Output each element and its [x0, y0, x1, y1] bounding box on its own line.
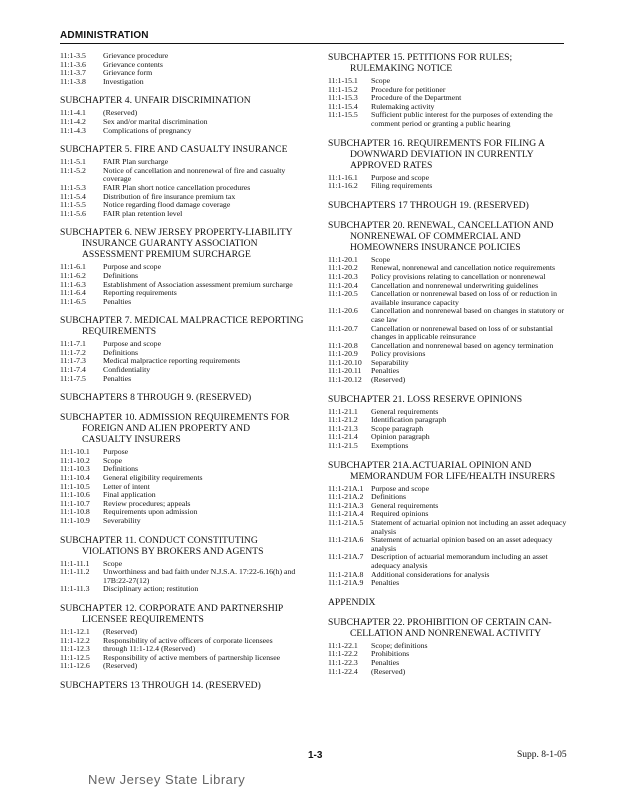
section-number: 11:1-5.2	[60, 165, 86, 175]
section-heading: Statement of actuarial opinion not including an asset adequacy analysis	[371, 518, 567, 536]
subchapter-title	[60, 95, 308, 106]
section-heading: Complications of pregnancy	[103, 125, 192, 135]
section-number: 11:1-16.1	[328, 172, 358, 182]
section-heading: Final application	[103, 490, 156, 500]
section-heading: Separability	[371, 357, 409, 367]
subchapter-title-line: SUBCHAPTERS 17 THROUGH 19. (RESERVED)	[328, 199, 529, 211]
section-number: 11:1-7.2	[60, 347, 86, 357]
section-number: 11:1-21A.9	[328, 578, 364, 588]
section-entry	[60, 375, 308, 384]
section-number: 11:1-20.10	[328, 357, 362, 367]
section-number: 11:1-7.4	[60, 365, 86, 375]
section-heading: Penalties	[371, 578, 400, 588]
section-number: 11:1-16.2	[328, 181, 358, 191]
subchapter-title	[328, 460, 576, 482]
section-heading: Investigation	[103, 76, 144, 86]
section-number: 11:1-11.2	[60, 567, 90, 577]
section-number: 11:1-3.7	[60, 68, 86, 78]
subchapter-section	[60, 144, 308, 218]
section-entry	[328, 359, 576, 368]
section-number: 11:1-7.5	[60, 373, 86, 383]
section-entry	[328, 77, 576, 86]
page-number: 1-3	[308, 750, 323, 761]
subchapter-section	[60, 535, 308, 594]
section-number: 11:1-12.5	[60, 652, 90, 662]
section-number: 11:1-12.3	[60, 644, 90, 654]
section-entry	[60, 210, 308, 219]
subchapter-title-line: APPENDIX	[328, 596, 376, 608]
section-heading: Grievance procedure	[103, 51, 169, 60]
section-number: 11:1-20.7	[328, 323, 358, 333]
section-heading: Medical malpractice reporting requirements	[103, 356, 241, 366]
subchapter-title-line: NONRENEWAL OF COMMERCIAL AND	[350, 230, 521, 242]
subchapter-section	[328, 138, 576, 191]
section-heading: Prohibitions	[371, 649, 410, 659]
subchapter-title	[60, 535, 308, 557]
section-entry	[328, 536, 576, 553]
section-heading: Review procedures; appeals	[103, 498, 191, 508]
section-number: 11:1-21.2	[328, 415, 358, 425]
section-entry	[60, 61, 308, 70]
subchapter-section	[60, 95, 308, 135]
subchapter-title-line: SUBCHAPTER 22. PROHIBITION OF CERTAIN CAN-	[328, 616, 552, 628]
section-number: 11:1-20.3	[328, 271, 358, 281]
section-entry	[328, 668, 576, 677]
section-heading: Requirements upon admission	[103, 507, 198, 517]
section-entry	[328, 367, 576, 376]
section-number: 11:1-10.8	[60, 507, 90, 517]
section-entry	[328, 485, 576, 494]
section-entry	[328, 579, 576, 588]
section-number: 11:1-21A.8	[328, 569, 364, 579]
section-entry	[328, 650, 576, 659]
section-heading: Confidentiality	[103, 365, 151, 375]
section-entry	[60, 357, 308, 366]
section-heading: Cancellation and nonrenewal based on agency termination	[371, 340, 554, 350]
section-entry	[60, 508, 308, 517]
section-heading: Penalties	[371, 366, 400, 376]
section-heading: Penalties	[103, 373, 132, 383]
section-number: 11:1-10.1	[60, 447, 90, 457]
subchapter-title-line: LICENSEE REQUIREMENTS	[82, 613, 204, 625]
section-number: 11:1-12.2	[60, 635, 90, 645]
section-number: 11:1-7.3	[60, 356, 86, 366]
section-entry	[328, 493, 576, 502]
section-heading: General requirements	[371, 500, 439, 510]
section-heading: Reporting requirements	[103, 288, 177, 298]
section-heading: Policy provisions relating to cancellation or nonrenewal	[371, 271, 546, 281]
section-entry	[328, 425, 576, 434]
section-entry	[328, 659, 576, 668]
section-entry	[60, 52, 308, 61]
section-number: 11:1-15.4	[328, 101, 358, 111]
section-number: 11:1-3.8	[60, 76, 86, 86]
section-heading: Purpose and scope	[371, 483, 430, 493]
section-entry	[60, 69, 308, 78]
section-heading: (Reserved)	[371, 666, 406, 676]
section-number: 11:1-4.3	[60, 125, 86, 135]
section-entry	[328, 342, 576, 351]
section-heading: Disciplinary action; restitution	[103, 584, 199, 594]
section-heading: Severability	[103, 516, 141, 525]
section-number: 11:1-15.1	[328, 76, 358, 85]
section-number: 11:1-22.4	[328, 666, 358, 676]
section-entry	[328, 519, 576, 536]
section-number: 11:1-10.7	[60, 498, 90, 508]
section-number: 11:1-20.4	[328, 280, 358, 290]
section-heading: FAIR Plan surcharge	[103, 157, 169, 167]
section-heading: Scope	[371, 76, 391, 85]
subchapter-title-line: SUBCHAPTER 5. FIRE AND CASUALTY INSURANCE	[60, 144, 288, 156]
section-entry	[328, 290, 576, 307]
section-number: 11:1-20.12	[328, 375, 362, 385]
subchapter-section	[60, 680, 308, 691]
section-entry	[60, 474, 308, 483]
subchapter-section	[60, 227, 308, 306]
section-number: 11:1-21A.7	[328, 552, 364, 562]
section-heading: Additional considerations for analysis	[371, 569, 490, 579]
section-heading: Rulemaking activity	[371, 101, 435, 111]
subchapter-title-line: APPROVED RATES	[350, 159, 433, 171]
section-heading: Scope paragraph	[371, 423, 424, 433]
section-entry	[60, 448, 308, 457]
subchapter-section	[328, 52, 576, 129]
subchapter-title-line: SUBCHAPTERS 13 THROUGH 14. (RESERVED)	[60, 679, 261, 691]
section-entry	[328, 307, 576, 324]
section-heading: Filing requirements	[371, 181, 433, 191]
subchapter-title	[60, 144, 308, 155]
section-number: 11:1-4.2	[60, 116, 86, 126]
section-heading: Grievance form	[103, 68, 153, 78]
section-entry	[60, 662, 308, 671]
subchapter-section	[328, 220, 576, 385]
section-entry	[328, 182, 576, 191]
section-number: 11:1-21.4	[328, 432, 358, 442]
section-number: 11:1-15.5	[328, 110, 358, 120]
section-number: 11:1-10.5	[60, 481, 90, 491]
section-entry	[60, 483, 308, 492]
subchapter-title-line: SUBCHAPTER 6. NEW JERSEY PROPERTY-LIABILITY	[60, 227, 293, 239]
section-entry	[60, 281, 308, 290]
section-number: 11:1-11.1	[60, 558, 90, 568]
section-heading: Identification paragraph	[371, 415, 447, 425]
section-entry	[328, 442, 576, 451]
section-heading: Distribution of fire insurance premium tax	[103, 191, 236, 201]
section-number: 11:1-12.1	[60, 626, 90, 636]
subchapter-title	[328, 52, 576, 74]
section-number: 11:1-15.2	[328, 84, 358, 94]
section-heading: Letter of intent	[103, 481, 150, 491]
subchapter-title	[60, 315, 308, 337]
section-heading: Unworthiness and bad faith under N.J.S.A. 17:22-6.16(h) and 17B:22-27(12)	[103, 567, 296, 585]
section-entry	[328, 94, 576, 103]
section-heading: General eligibility requirements	[103, 473, 203, 483]
section-entry	[328, 571, 576, 580]
section-entry	[60, 127, 308, 136]
subchapter-title-line: SUBCHAPTER 10. ADMISSION REQUIREMENTS FOR	[60, 412, 290, 424]
supplement-date: Supp. 8-1-05	[517, 750, 567, 760]
subchapter-title-line: INSURANCE GUARANTY ASSOCIATION	[82, 238, 258, 250]
section-heading: Required opinions	[371, 509, 429, 519]
section-number: 11:1-20.8	[328, 340, 358, 350]
section-entry	[60, 585, 308, 594]
subchapter-title-line: SUBCHAPTER 12. CORPORATE AND PARTNERSHIP	[60, 602, 284, 614]
section-heading: FAIR plan retention level	[103, 208, 183, 218]
section-number: 11:1-4.1	[60, 108, 86, 118]
left-column	[60, 52, 308, 700]
subchapter-title-line: SUBCHAPTERS 8 THROUGH 9. (RESERVED)	[60, 392, 252, 404]
subchapter-section	[60, 392, 308, 403]
subchapter-title	[328, 597, 576, 608]
section-heading: Sex and/or marital discrimination	[103, 116, 208, 126]
subchapter-section	[328, 460, 576, 588]
section-number: 11:1-6.4	[60, 288, 86, 298]
subchapter-section	[60, 603, 308, 671]
section-heading: Procedure for petitioner	[371, 84, 446, 94]
section-number: 11:1-6.2	[60, 270, 86, 280]
section-heading: Sufficient public interest for the purposes of extending the comment period or granting a public hearing	[371, 110, 553, 128]
section-heading: Penalties	[103, 296, 132, 306]
section-number: 11:1-3.5	[60, 51, 86, 60]
section-number: 11:1-5.5	[60, 200, 86, 210]
section-number: 11:1-6.1	[60, 262, 86, 272]
section-heading: Definitions	[103, 464, 139, 474]
subchapter-title-line: CASUALTY INSURERS	[82, 434, 181, 446]
subchapter-title-line: VIOLATIONS BY BROKERS AND AGENTS	[82, 545, 264, 557]
section-number: 11:1-20.5	[328, 289, 358, 299]
section-number: 11:1-15.3	[328, 93, 358, 103]
section-entry	[60, 201, 308, 210]
section-entry	[60, 568, 308, 585]
subchapter-title-line: ASSESSMENT PREMIUM SURCHARGE	[82, 249, 251, 261]
section-number: 11:1-10.9	[60, 516, 90, 525]
subchapter-title	[328, 200, 576, 211]
subchapter-title-line: SUBCHAPTER 21A.ACTUARIAL OPINION AND	[328, 459, 532, 471]
section-number: 11:1-10.2	[60, 455, 90, 465]
subchapter-title-line: SUBCHAPTER 21. LOSS RESERVE OPINIONS	[328, 393, 523, 405]
section-number: 11:1-21A.5	[328, 518, 364, 527]
subchapter-title-line: SUBCHAPTER 11. CONDUCT CONSTITUTING	[60, 534, 258, 546]
section-heading: Definitions	[103, 270, 139, 280]
section-number: 11:1-7.1	[60, 339, 86, 349]
subchapter-section	[60, 52, 308, 86]
subchapter-title	[60, 227, 308, 260]
section-heading: Notice of cancellation and nonrenewal of fire and casualty coverage	[103, 165, 286, 184]
subchapter-title	[60, 680, 308, 691]
section-heading: through 11:1-12.4 (Reserved)	[103, 644, 196, 654]
section-number: 11:1-22.2	[328, 649, 358, 659]
subchapter-title-line: MEMORANDUM FOR LIFE/HEALTH INSURERS	[350, 470, 556, 482]
section-entry	[328, 111, 576, 128]
section-heading: Scope	[371, 254, 391, 264]
section-entry	[60, 78, 308, 87]
subchapter-title-line: SUBCHAPTER 15. PETITIONS FOR RULES;	[328, 52, 513, 63]
section-heading: (Reserved)	[103, 661, 138, 671]
section-number: 11:1-6.5	[60, 296, 86, 306]
section-entry	[60, 340, 308, 349]
section-number: 11:1-21.5	[328, 441, 358, 451]
subchapter-title	[60, 412, 308, 445]
section-heading: Exemptions	[371, 441, 409, 451]
section-number: 11:1-22.1	[328, 640, 358, 650]
section-heading: Scope	[103, 455, 123, 465]
section-heading: (Reserved)	[103, 108, 138, 118]
section-heading: Description of actuarial memorandum including an asset adequacy analysis	[371, 552, 548, 570]
section-heading: Purpose	[103, 447, 129, 457]
section-number: 11:1-21A.2	[328, 492, 364, 502]
subchapter-title	[328, 138, 576, 171]
section-number: 11:1-5.1	[60, 157, 86, 167]
section-entry	[328, 408, 576, 417]
section-heading: Responsibility of active members of partnership licensee	[103, 652, 281, 662]
section-heading: FAIR Plan short notice cancellation procedures	[103, 182, 251, 192]
section-heading: Establishment of Association assessment premium surcharge	[103, 279, 293, 289]
section-entry	[60, 289, 308, 298]
section-number: 11:1-3.6	[60, 59, 86, 69]
section-number: 11:1-11.3	[60, 584, 90, 594]
section-number: 11:1-21A.6	[328, 535, 364, 545]
section-heading: Policy provisions	[371, 349, 426, 359]
section-entry	[328, 642, 576, 651]
section-heading: Purpose and scope	[103, 339, 162, 349]
section-entry	[60, 263, 308, 272]
section-number: 11:1-21.1	[328, 406, 358, 416]
section-number: 11:1-20.6	[328, 306, 358, 316]
section-heading: Purpose and scope	[371, 172, 430, 182]
subchapter-title-line: SUBCHAPTER 4. UNFAIR DISCRIMINATION	[60, 95, 251, 107]
section-entry	[328, 433, 576, 442]
section-entry	[328, 416, 576, 425]
subchapter-title	[60, 603, 308, 625]
section-number: 11:1-21A.4	[328, 509, 364, 519]
section-heading: Cancellation and nonrenewal underwriting guidelines	[371, 280, 539, 290]
section-heading: (Reserved)	[371, 375, 406, 385]
section-heading: Grievance contents	[103, 59, 163, 69]
subchapter-title-line: SUBCHAPTER 20. RENEWAL, CANCELLATION AND	[328, 219, 554, 231]
subchapter-section	[60, 315, 308, 383]
subchapter-title-line: RULEMAKING NOTICE	[350, 63, 453, 74]
section-number: 11:1-10.3	[60, 464, 90, 474]
subchapter-title-line: SUBCHAPTER 7. MEDICAL MALPRACTICE REPORTING	[60, 315, 304, 327]
section-heading: Cancellation or nonrenewal based on loss of or reduction in available insurance capacity	[371, 289, 557, 307]
section-entry	[60, 654, 308, 663]
running-header: ADMINISTRATION	[60, 30, 564, 44]
section-entry	[60, 298, 308, 307]
subchapter-title-line: SUBCHAPTER 16. REQUIREMENTS FOR FILING A	[328, 137, 545, 149]
section-number: 11:1-21.3	[328, 423, 358, 433]
section-heading: Cancellation and nonrenewal based on changes in statutory or case law	[371, 306, 565, 324]
section-heading: Notice regarding flood damage coverage	[103, 200, 231, 210]
section-entry	[328, 174, 576, 183]
section-number: 11:1-20.9	[328, 349, 358, 359]
section-entry	[60, 167, 308, 184]
library-stamp: New Jersey State Library	[88, 772, 246, 787]
subchapter-title-line: FOREIGN AND ALIEN PROPERTY AND	[82, 423, 251, 435]
subchapter-section	[328, 394, 576, 451]
subchapter-title	[60, 392, 308, 403]
subchapter-title-line: DOWNWARD DEVIATION IN CURRENTLY	[350, 148, 534, 160]
section-number: 11:1-20.2	[328, 263, 358, 273]
section-number: 11:1-20.1	[328, 254, 358, 264]
subchapter-title	[328, 394, 576, 405]
subchapter-section	[60, 412, 308, 525]
section-number: 11:1-10.4	[60, 473, 90, 483]
section-number: 11:1-21A.1	[328, 483, 364, 493]
section-heading: Cancellation or nonrenewal based on loss of or substantial changes in applicable reinsurance	[371, 323, 553, 342]
subchapter-section	[328, 200, 576, 211]
subchapter-title	[328, 220, 576, 253]
section-heading: Scope; definitions	[371, 640, 428, 650]
section-entry	[328, 325, 576, 342]
subchapter-section	[328, 617, 576, 676]
subchapter-title-line: CELLATION AND NONRENEWAL ACTIVITY	[350, 627, 542, 639]
subchapter-title-line: REQUIREMENTS	[82, 326, 157, 338]
section-entry	[60, 457, 308, 466]
section-number: 11:1-22.3	[328, 657, 358, 667]
section-heading: Responsibility of active officers of corporate licensees	[103, 635, 273, 645]
section-number: 11:1-5.3	[60, 182, 86, 192]
section-entry	[328, 502, 576, 511]
section-heading: General requirements	[371, 406, 439, 416]
subchapter-section	[328, 597, 576, 608]
section-number: 11:1-20.11	[328, 366, 362, 376]
section-heading: Statement of actuarial opinion based on an asset adequacy analysis	[371, 535, 553, 553]
section-number: 11:1-6.3	[60, 279, 86, 289]
section-heading: Procedure of the Department	[371, 93, 462, 103]
right-column	[328, 52, 576, 685]
section-entry	[328, 350, 576, 359]
section-heading: Definitions	[371, 492, 407, 502]
section-number: 11:1-10.6	[60, 490, 90, 500]
subchapter-title-line: HOMEOWNERS INSURANCE POLICIES	[350, 241, 521, 253]
section-entry	[328, 376, 576, 385]
section-entry	[60, 517, 308, 526]
section-heading: Renewal, nonrenewal and cancellation notice requirements	[371, 263, 556, 273]
section-heading: (Reserved)	[103, 626, 138, 636]
section-entry	[60, 366, 308, 375]
section-heading: Definitions	[103, 347, 139, 357]
section-number: 11:1-12.6	[60, 661, 90, 671]
section-number: 11:1-5.4	[60, 191, 86, 201]
section-number: 11:1-5.6	[60, 208, 86, 218]
section-heading: Purpose and scope	[103, 262, 162, 272]
section-number: 11:1-21A.3	[328, 500, 364, 510]
section-heading: Scope	[103, 558, 123, 568]
section-heading: Penalties	[371, 657, 400, 667]
subchapter-title	[328, 617, 576, 639]
section-heading: Opinion paragraph	[371, 432, 430, 442]
section-entry	[328, 553, 576, 570]
